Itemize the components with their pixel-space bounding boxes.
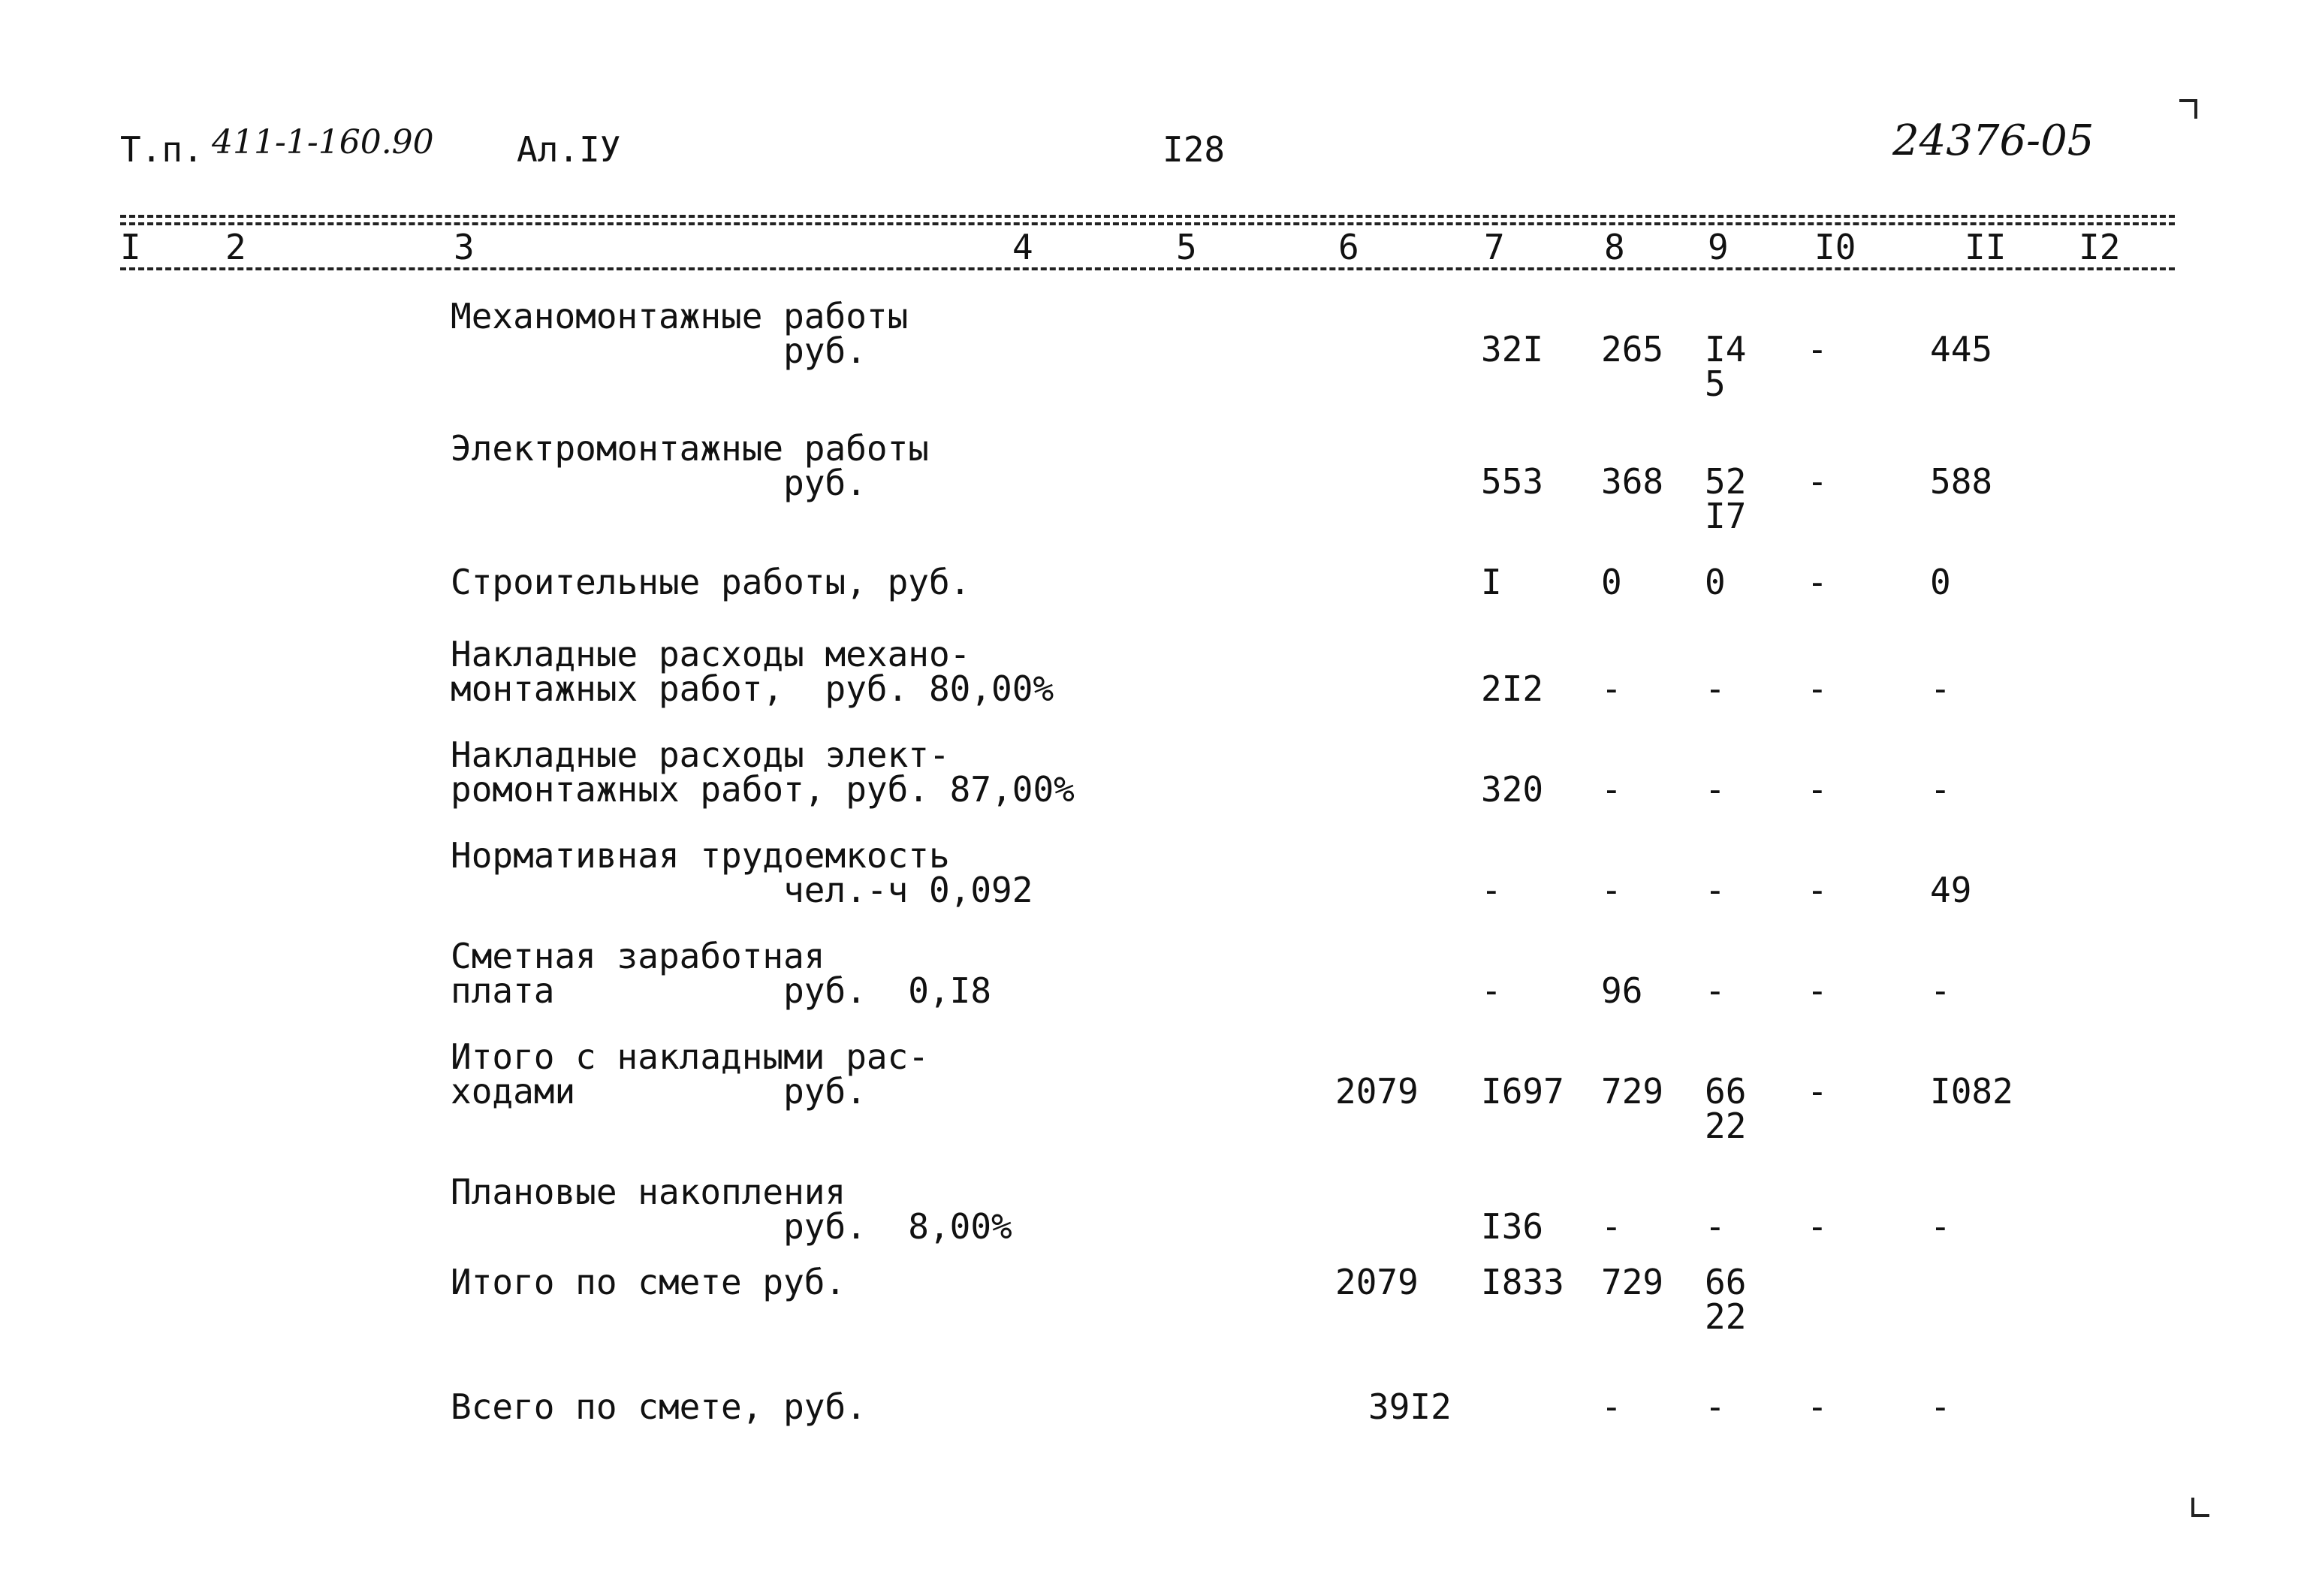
corner-mark-top — [2179, 99, 2197, 119]
cell-col-9: - — [1705, 769, 1726, 810]
column-header-2: 2 — [225, 227, 246, 267]
cell-col-6: 39I2 — [1368, 1386, 1452, 1427]
cell-col-11: - — [1930, 769, 1951, 810]
cell-col-11: - — [1930, 1386, 1951, 1427]
cell-col-7: I833 — [1481, 1262, 1564, 1302]
column-header-8: 8 — [1604, 227, 1625, 267]
cell-col-8: 0 — [1601, 562, 1622, 602]
row-description: Электромонтажные работы руб. — [451, 428, 929, 503]
cell-col-11: I082 — [1930, 1071, 2013, 1112]
cell-col-8: - — [1601, 668, 1622, 709]
cell-col-9: 52 I7 — [1705, 461, 1747, 536]
cell-col-10: - — [1807, 970, 1828, 1011]
row-description: Механомонтажные работы руб. — [451, 296, 909, 371]
cell-col-7: I36 — [1481, 1206, 1544, 1247]
cell-col-7: I — [1481, 562, 1502, 602]
album-label: Ал.IУ — [517, 129, 621, 170]
cell-col-7: I697 — [1481, 1071, 1564, 1112]
cell-col-8: 368 — [1601, 461, 1664, 502]
column-header-6: 6 — [1338, 227, 1359, 267]
cell-col-7: - — [1481, 870, 1502, 910]
column-header-3: 3 — [454, 227, 475, 267]
cell-col-10: - — [1807, 870, 1828, 910]
row-description: Нормативная трудоемкость чел.-ч 0,092 — [451, 835, 1033, 910]
cell-col-9: - — [1705, 970, 1726, 1011]
row-description: Итого с накладными рас- ходами руб. — [451, 1036, 929, 1112]
cell-col-10: - — [1807, 562, 1828, 602]
cell-col-9: - — [1705, 1386, 1726, 1427]
cell-col-8: - — [1601, 1206, 1622, 1247]
cell-col-8: 265 — [1601, 329, 1664, 370]
cell-col-10: - — [1807, 461, 1828, 502]
cell-col-9: 66 22 — [1705, 1071, 1747, 1146]
page-number: I28 — [1163, 129, 1226, 170]
doc-prefix: Т.п. — [120, 129, 204, 170]
cell-col-10: - — [1807, 769, 1828, 810]
cell-col-11: 49 — [1930, 870, 1972, 910]
row-description: Строительные работы, руб. — [451, 562, 971, 602]
cell-col-11: 445 — [1930, 329, 1993, 370]
row-description: Всего по смете, руб. — [451, 1386, 867, 1427]
cell-col-7: 553 — [1481, 461, 1544, 502]
cell-col-8: 729 — [1601, 1071, 1664, 1112]
column-header-11: II — [1965, 227, 2007, 267]
cell-col-9: - — [1705, 1206, 1726, 1247]
cell-col-9: - — [1705, 668, 1726, 709]
cell-col-9: 0 — [1705, 562, 1726, 602]
row-description: Накладные расходы элект- ромонтажных работ, руб. 87,00% — [451, 735, 1075, 810]
column-header-9: 9 — [1708, 227, 1729, 267]
column-header-7: 7 — [1484, 227, 1505, 267]
cell-col-11: - — [1930, 668, 1951, 709]
column-header-12: I2 — [2079, 227, 2121, 267]
column-header-rule — [120, 267, 2175, 270]
row-description: Итого по смете руб. — [451, 1262, 846, 1302]
cell-col-8: - — [1601, 1386, 1622, 1427]
stamp-number: 24376-05 — [1892, 116, 2094, 165]
cell-col-9: I4 5 — [1705, 329, 1747, 404]
row-description: Плановые накопления руб. 8,00% — [451, 1172, 1012, 1247]
row-description: Сметная заработная плата руб. 0,I8 — [451, 936, 992, 1011]
cell-col-11: 588 — [1930, 461, 1993, 502]
cell-col-7: 32I — [1481, 329, 1544, 370]
row-description: Накладные расходы механо- монтажных работ, руб. 80,00% — [451, 634, 1054, 709]
cell-col-6: 2079 — [1335, 1071, 1419, 1112]
column-header-1: I — [120, 227, 141, 267]
cell-col-10: - — [1807, 1206, 1828, 1247]
cell-col-9: - — [1705, 870, 1726, 910]
cell-col-11: - — [1930, 970, 1951, 1011]
top-rule — [120, 215, 2175, 218]
cell-col-8: - — [1601, 769, 1622, 810]
cell-col-10: - — [1807, 668, 1828, 709]
cell-col-6: 2079 — [1335, 1262, 1419, 1302]
cell-col-7: 320 — [1481, 769, 1544, 810]
cell-col-11: - — [1930, 1206, 1951, 1247]
column-header-4: 4 — [1012, 227, 1033, 267]
column-header-5: 5 — [1176, 227, 1197, 267]
cell-col-7: 2I2 — [1481, 668, 1544, 709]
cell-col-8: 96 — [1601, 970, 1643, 1011]
corner-mark-bottom — [2191, 1498, 2209, 1517]
cell-col-10: - — [1807, 329, 1828, 370]
cell-col-8: - — [1601, 870, 1622, 910]
cell-col-8: 729 — [1601, 1262, 1664, 1302]
column-header-10: I0 — [1814, 227, 1856, 267]
cell-col-7: - — [1481, 970, 1502, 1011]
cell-col-10: - — [1807, 1386, 1828, 1427]
cell-col-11: 0 — [1930, 562, 1951, 602]
cell-col-10: - — [1807, 1071, 1828, 1112]
doc-number: 411-1-160.90 — [212, 123, 434, 161]
top-rule-second — [120, 222, 2175, 225]
cell-col-9: 66 22 — [1705, 1262, 1747, 1337]
